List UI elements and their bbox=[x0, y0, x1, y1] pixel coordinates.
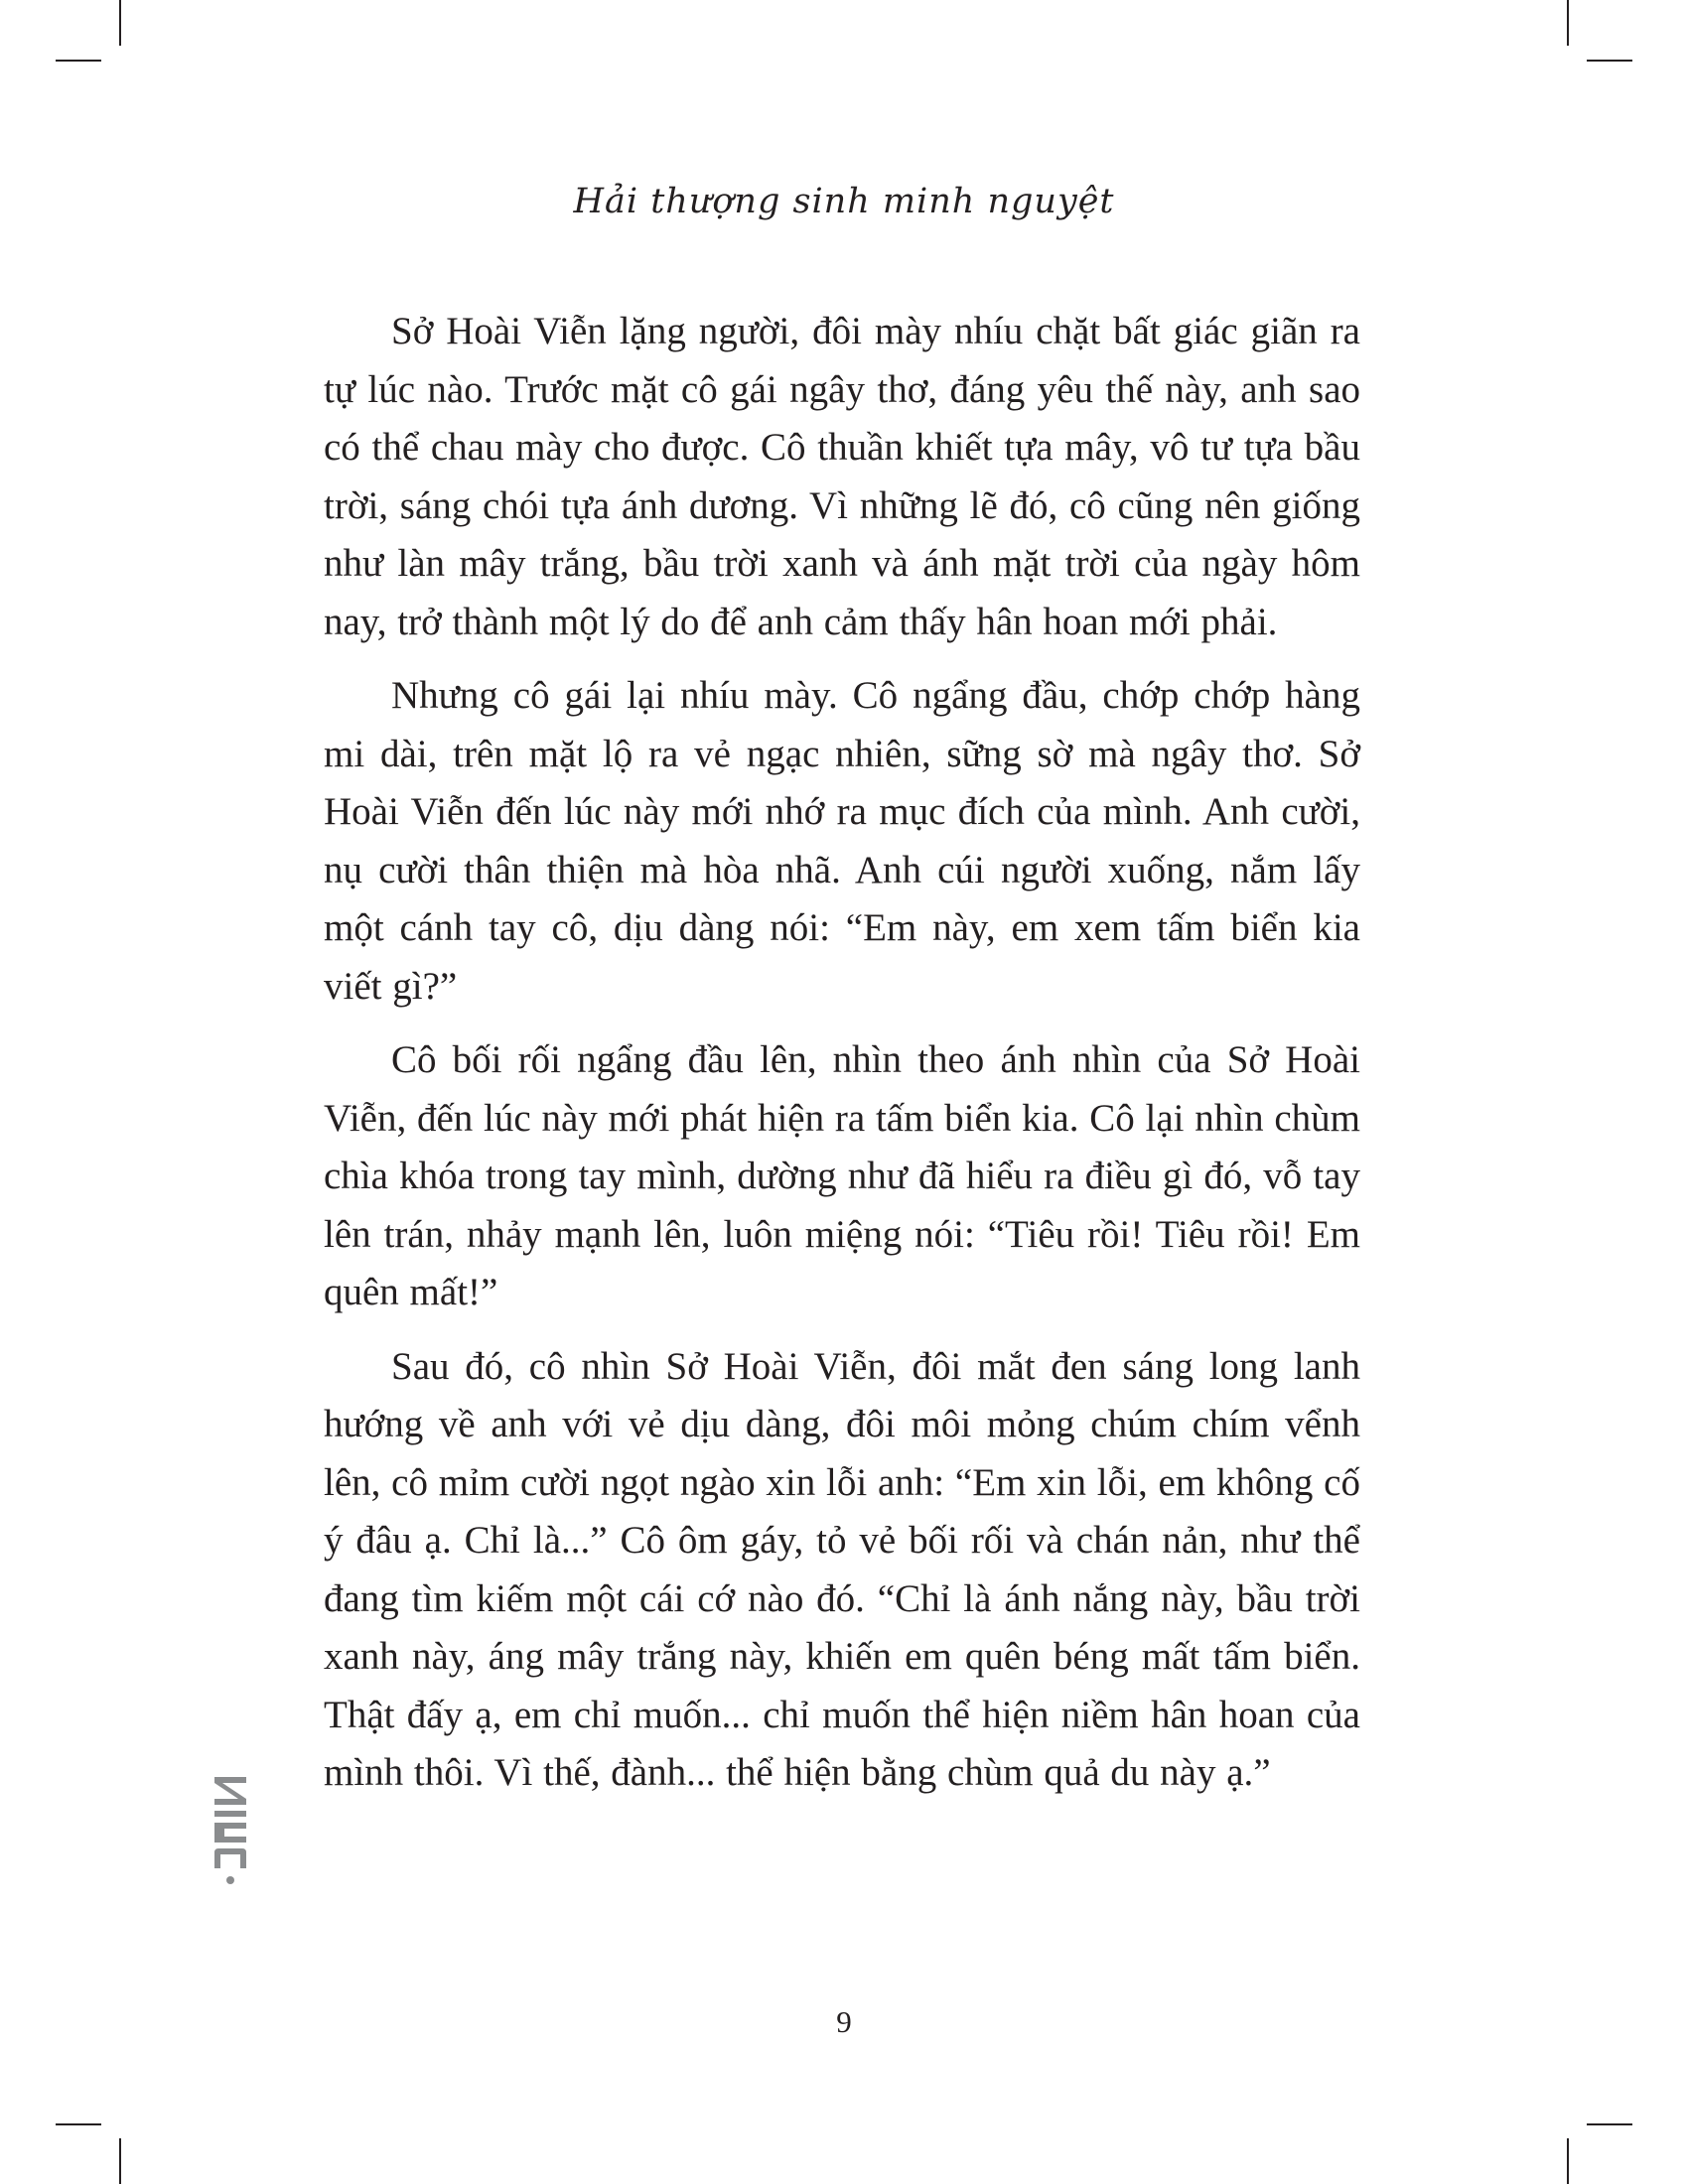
body-text bbox=[324, 303, 1360, 1819]
paragraph-2: Nhưng cô gái lại nhíu mày. Cô ngẩng đầu, chớp chớp hàng mi dài, trên mặt lộ ra vẻ ngạc nhiên, sững sờ mà ngây thơ. Sở Hoài Viễn đến lúc này mới nhớ ra mục đích của mình. Anh cười, nụ cười thân thiện mà hòa nhã. Anh cúi người xuống, nắm lấy một cánh tay cô, dịu dàng nói: “Em này, em xem tấm biển kia viết gì?” bbox=[324, 674, 1360, 1008]
paragraph-3: Cô bối rối ngẩng đầu lên, nhìn theo ánh nhìn của Sở Hoài Viễn, đến lúc này mới phát hiện ra tấm biển kia. Cô lại nhìn chùm chìa khóa trong tay mình, dường như đã hiểu ra điều gì đó, vỗ tay lên trán, nhảy mạnh lên, luôn miệng nói: “Tiêu rồi! Tiêu rồi! Em quên mất!” bbox=[324, 1038, 1360, 1313]
crop-mark-top-right-vertical bbox=[1567, 0, 1569, 46]
crop-mark-top-left-vertical bbox=[119, 0, 121, 46]
crop-mark-top-left-horizontal bbox=[56, 60, 101, 62]
crop-mark-top-right-horizontal bbox=[1587, 60, 1632, 62]
crop-mark-bottom-right-vertical bbox=[1567, 2138, 1569, 2184]
crop-mark-bottom-left-vertical bbox=[119, 2138, 121, 2184]
publisher-logo bbox=[211, 1773, 250, 1890]
paragraph-1: Sở Hoài Viễn lặng người, đôi mày nhíu chặt bất giác giãn ra tự lúc nào. Trước mặt cô gái ngây thơ, đáng yêu thế này, anh sao có thể chau mày cho được. Cô thuần khiết tựa mây, vô tư tựa bầu trời, sáng chói tựa ánh dương. Vì những lẽ đó, cô cũng nên giống như làn mây trắng, bầu trời xanh và ánh mặt trời của ngày hôm nay, trở thành một lý do để anh cảm thấy hân hoan mới phải. bbox=[324, 310, 1360, 643]
paragraph-4: Sau đó, cô nhìn Sở Hoài Viễn, đôi mắt đen sáng long lanh hướng về anh với vẻ dịu dàng, đôi môi mỏng chúm chím vểnh lên, cô mỉm cười ngọt ngào xin lỗi anh: “Em xin lỗi, em không cố ý đâu ạ. Chỉ là...” Cô ôm gáy, tỏ vẻ bối rối và chán nản, như thể đang tìm kiếm một cái cớ nào đó. “Chỉ là ánh nắng này, bầu trời xanh này, áng mây trắng này, khiến em quên béng mất tấm biển. Thật đấy ạ, em chỉ muốn... chỉ muốn thể hiện niềm hân hoan của mình thôi. Vì thế, đành... thể hiện bằng chùm quả du này ạ.” bbox=[324, 1344, 1360, 1794]
running-head-title: Hải thượng sinh minh nguyệt bbox=[573, 182, 1115, 221]
crop-mark-bottom-right-horizontal bbox=[1587, 2123, 1632, 2125]
crop-mark-bottom-left-horizontal bbox=[56, 2123, 101, 2125]
page-number: 9 bbox=[836, 2004, 852, 2039]
publisher-logo-mark bbox=[214, 1777, 246, 1884]
